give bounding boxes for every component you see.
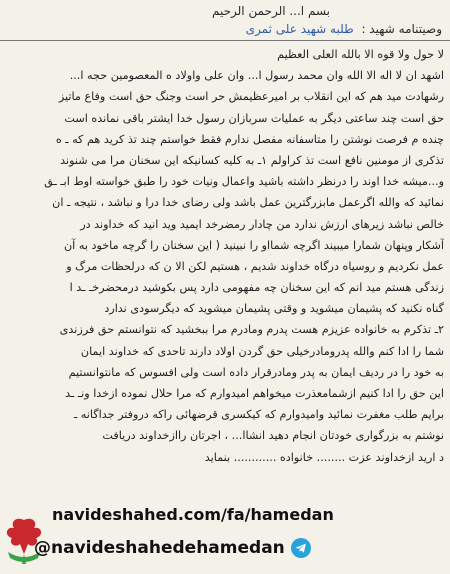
body-line: گناه نکنید که پشیمان میشوید و وقتی پشیمان میشوید که دیگرسودی ندارد bbox=[104, 302, 444, 316]
body-line: چنده م فرصت نوشتن را متاسفانه مفصل ندارم فقط خواستم چند تذ کرید هم که ـ ه bbox=[55, 132, 444, 146]
footer-url: navideshahed.com/fa/hamedan bbox=[52, 505, 334, 524]
testament-body bbox=[6, 44, 444, 468]
body-line: ۲ـ تذکرم به خانواده عزیزم هست پدرم ومادرم مرا ببخشید که نتوانستم حق فرزندی bbox=[59, 323, 444, 337]
body-line: رشهادت مید هم که این انقلاب بر امیرعظیمش حر است وجنگ حق است وفاع ماتیز bbox=[58, 90, 444, 104]
body-line: و...میشه خدا اوند را درنظر داشته باشید واعمال ونیات خود را طبق خواسته اوط ابـ ـق bbox=[44, 175, 444, 189]
footer-handle-row bbox=[34, 536, 311, 560]
body-line: به خود را در ردیف ایمان به پدر ومادرقرار داده است ولی افسوس که مانتوانستیم bbox=[68, 365, 444, 379]
body-line: شما را ادا کنم والله پدرومادرخیلی حق گردن اولاد دارند تاحدی که خداوند ایمان bbox=[80, 344, 444, 358]
testament-title bbox=[246, 22, 442, 36]
testament-label: وصیتنامه شهید : bbox=[361, 22, 442, 36]
body-line: عمل نکردیم و روسیاه درگاه خداوند شدیم ، هستیم لکن الا ن که درلحظات مرگ و bbox=[66, 259, 444, 273]
telegram-icon bbox=[291, 538, 311, 558]
body-line: زندگی هستم مید انم که این سخنان چه مفهومی دارد پس بکوشید درمحضرخـ ـد ا bbox=[69, 281, 444, 295]
bismillah: بسم ا... الرحمن الرحیم bbox=[212, 4, 330, 18]
body-line: این حق را ادا کنیم ازشمامعذرت میخواهم امیدوارم که مرا حلال نموده ازخدا ونـ ـد bbox=[65, 387, 444, 400]
body-line: حق است چند ساعتی دیگر به عملیات سربازان رسول خدا ایشتر باقی نمانده است bbox=[64, 111, 444, 125]
body-line: برایم طلب مغفرت نمائید وامیدوارم که کیکسری قرضهائی راکه دروفتر جداگانه ـ bbox=[73, 408, 444, 422]
footer-handle: @navideshahedehamedan bbox=[34, 538, 285, 558]
header-divider bbox=[0, 40, 450, 41]
body-line: د ارید ازخداوند عزت ........ خانواده ............ بنماید bbox=[204, 450, 444, 464]
body-line: آشکار وپنهان شمارا میبیند اگرچه شمااو را نبینید ( این سخنان را گرچه ماخود به آن bbox=[63, 238, 444, 252]
martyr-name: طلبه شهید علی ثمری bbox=[245, 22, 354, 36]
body-line: نمائید که والله اگرعمل مابزرگترین عمل باشد ولی رضای خدا درا و نباشد ، نتیجه ـ ان bbox=[52, 196, 444, 210]
body-line: نوشتم به بزرگواری خودتان انجام دهید انشاا... ، اجرتان راازخداوند دریافت bbox=[102, 429, 444, 443]
body-line: لا حول ولا قوه الا بالله العلی العظیم bbox=[277, 48, 444, 61]
body-line: تذکری از مومنین نافع است تذ کراولم ۱ـ به کلیه کسانیکه این سخنان مرا می شنوند bbox=[60, 153, 444, 167]
document-header bbox=[0, 0, 450, 50]
body-line: اشهد ان لا اله الا الله وان محمد رسول ا... وان علی واولاد ه المعصومین حجه ا... bbox=[69, 69, 444, 83]
body-line: خالص نباشد زیرهای ارزش ندارد من چادار رمضرخد ایمید وید انید که خداوند در bbox=[80, 217, 444, 231]
